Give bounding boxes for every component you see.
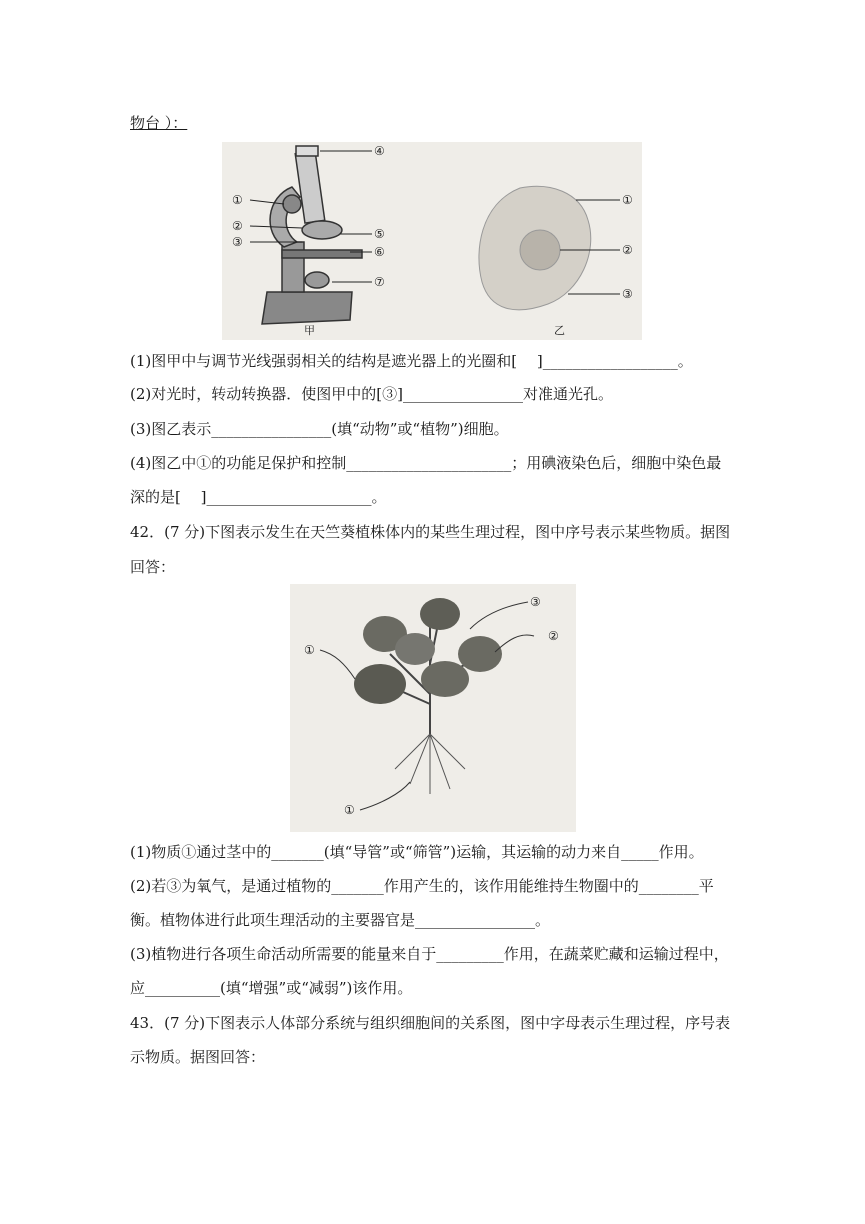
microscope-figure [222,142,420,340]
microscope-label-6: ⑥ [374,245,385,259]
q42-line-2: 回答： [130,558,176,576]
q42-line-7: 应__________(填“增强”或“减弱”)该作用。 [130,979,413,997]
q41-line-3: (3)图乙表示________________(填“动物”或“植物”)细胞。 [130,420,509,438]
q42-line-3: (1)物质①通过茎中的_______(填“导管”或“筛管”)运输，其运输的动力来自_____作用。 [130,843,704,861]
cell-label-1: ① [622,193,633,207]
cell-figure [420,142,642,340]
plant-figure [290,584,576,832]
q41-line-2: (2)对光时，转动转换器．使图甲中的[③]________________对准通光孔。 [130,385,613,403]
cell-label-3: ③ [622,287,633,301]
plant-label-2: ② [548,629,559,643]
cell-caption: 乙 [554,324,565,337]
microscope-label-4: ④ [374,144,385,158]
cell-label-2: ② [622,243,633,257]
q41-line-5: 深的是[ ]______________________。 [130,488,387,506]
intro-text: 物台 ）： [130,114,188,132]
microscope-caption: 甲 [304,324,315,337]
microscope-label-3: ③ [232,235,243,249]
microscope-label-7: ⑦ [374,275,385,289]
microscope-label-1: ① [232,193,243,207]
q41-line-1: (1)图甲中与调节光线强弱相关的结构是遮光器上的光圈和[ ]__________________。 [130,352,693,370]
q42-line-4: (2)若③为氧气，是通过植物的_______作用产生的，该作用能维持生物圈中的________平 [130,877,714,895]
q43-line-2: 示物质。据图回答： [130,1048,266,1066]
cell-nucleus [520,230,560,270]
q42-line-1: 42．(7 分)下图表示发生在天竺葵植株体内的某些生理过程，图中序号表示某些物质。据图 [130,523,731,541]
plant-label-1-top: ① [304,643,315,657]
microscope-label-2: ② [232,219,243,233]
q43-line-1: 43．(7 分)下图表示人体部分系统与组织细胞间的关系图，图中字母表示生理过程，序号表 [130,1014,731,1032]
q41-line-4: (4)图乙中①的功能足保护和控制______________________；用碘液染色后，细胞中染色最 [130,454,722,472]
plant-label-3: ③ [530,595,541,609]
q42-line-6: (3)植物进行各项生命活动所需要的能量来自于_________作用，在蔬菜贮藏和运输过程中， [130,945,729,963]
q42-line-5: 衡。植物体进行此项生理活动的主要器官是________________。 [130,911,551,929]
plant-label-1-bottom: ① [344,803,355,817]
microscope-label-5: ⑤ [374,227,385,241]
